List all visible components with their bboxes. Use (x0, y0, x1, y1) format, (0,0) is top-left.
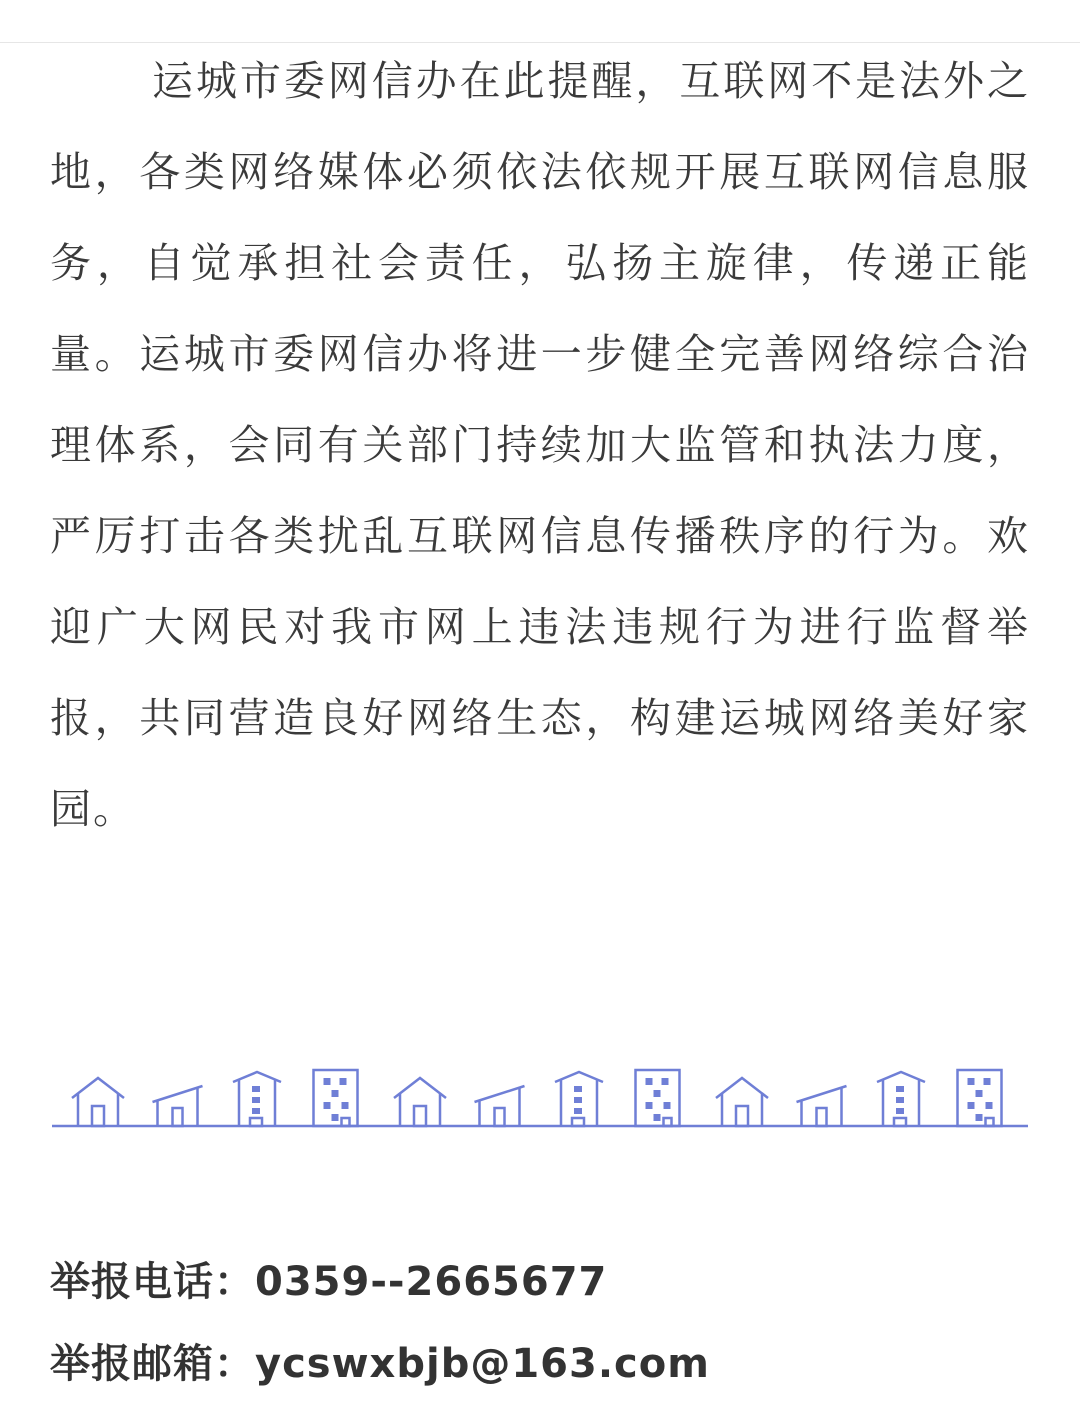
article-paragraph: 运城市委网信办在此提醒，互联网不是法外之地，各类网络媒体必须依法依规开展互联网信息服务，自觉承担社会责任，弘扬主旋律，传递正能量。运城市委网信办将进一步健全完善网络综合治理体系，会同有关部门持续加大监管和执法力度，严厉打击各类扰乱互联网信息传播秩序的行为。欢迎广大网民对我市网上违法违规行为进行监督举报，共同营造良好网络生态，构建运城网络美好家园。 (50, 57, 1030, 833)
shed-icon (797, 1086, 847, 1126)
shed-icon (153, 1086, 203, 1126)
report-email (50, 1332, 1030, 1389)
small-building-icon (555, 1072, 603, 1126)
house-icon (716, 1078, 768, 1126)
report-email-address[interactable]: ycswxbjb@163.com (255, 1341, 710, 1387)
report-phone-number[interactable]: 0359--2665677 (255, 1259, 608, 1305)
buildings-divider (52, 1068, 1028, 1132)
house-icon (394, 1078, 446, 1126)
tall-building-icon (958, 1070, 1002, 1126)
report-phone (50, 1250, 1030, 1307)
small-building-icon (233, 1072, 281, 1126)
tall-building-icon (314, 1070, 358, 1126)
house-icon (72, 1078, 124, 1126)
tall-building-icon (636, 1070, 680, 1126)
shed-icon (475, 1086, 525, 1126)
report-email-label: 举报邮箱： (50, 1341, 255, 1387)
report-phone-label: 举报电话： (50, 1259, 255, 1305)
small-building-icon (877, 1072, 925, 1126)
